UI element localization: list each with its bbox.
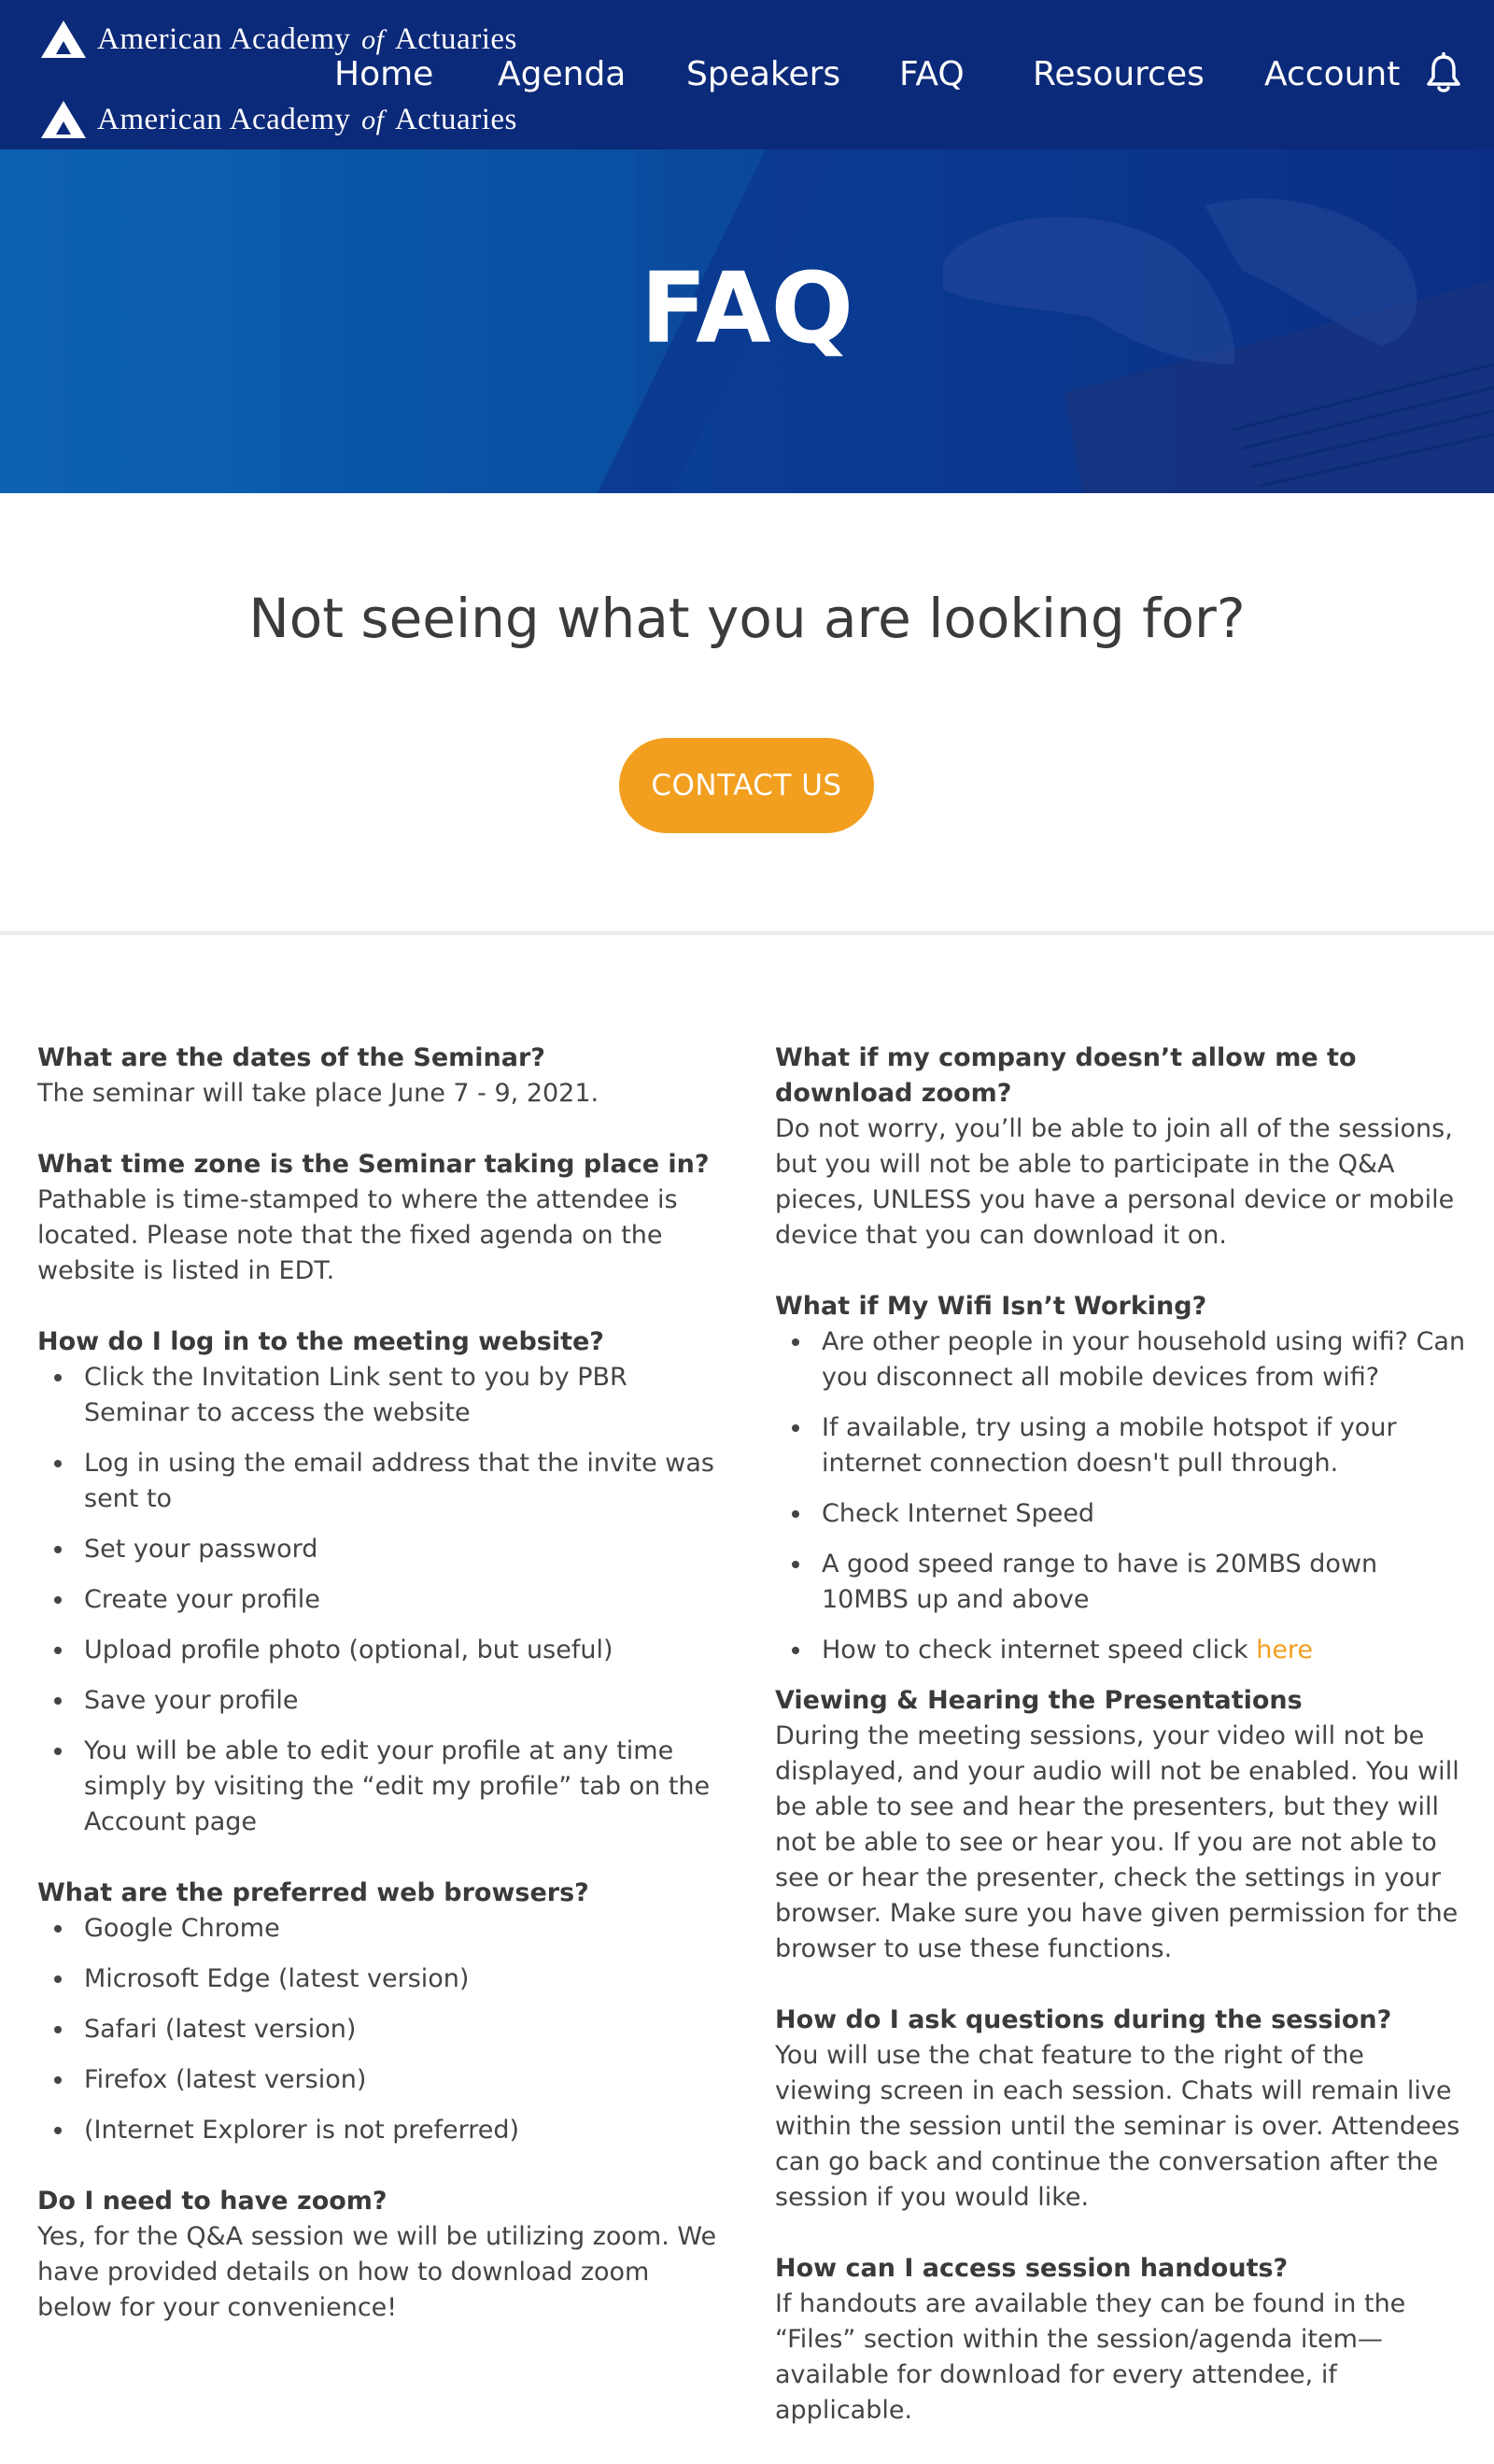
list-item: A good speed range to have is 20MBS down 10MBS up and above xyxy=(822,1547,1466,1618)
logo-word-academy: Academy xyxy=(229,21,351,56)
faq-answer: Yes, for the Q&A session we will be utilizing zoom. We have provided details on how to download zoom below for your convenience! xyxy=(37,2222,717,2322)
academy-triangle-logo-icon xyxy=(39,99,88,140)
list-item: If available, try using a mobile hotspot if your internet connection doesn't pull through. xyxy=(822,1410,1466,1481)
faq-item-time-zone xyxy=(37,1147,719,1289)
nav-faq[interactable]: FAQ xyxy=(899,55,965,93)
logo-word-american: American xyxy=(97,102,223,136)
list-item: Save your profile xyxy=(84,1683,719,1719)
logo-word-actuaries: Actuaries xyxy=(394,21,517,56)
bell-icon xyxy=(1425,52,1462,95)
list-item: Google Chrome xyxy=(84,1911,719,1947)
speed-check-text: How to check internet speed click xyxy=(822,1636,1257,1664)
list-item: Safari (latest version) xyxy=(84,2012,719,2047)
faq-item-dates xyxy=(37,1041,719,1112)
faq-question: How do I ask questions during the session? xyxy=(775,2005,1392,2034)
faq-answer: The seminar will take place June 7 - 9, 2021. xyxy=(37,1079,599,1108)
faq-question: What if My Wifi Isn’t Working? xyxy=(775,1292,1207,1321)
nav-speakers[interactable]: Speakers xyxy=(686,55,841,93)
faq-question: What time zone is the Seminar taking place in? xyxy=(37,1150,710,1179)
faq-question: What are the dates of the Seminar? xyxy=(37,1043,545,1072)
faq-item-wifi xyxy=(775,1289,1466,1668)
hero-banner xyxy=(0,149,1494,493)
faq-item-viewing-hearing xyxy=(775,1683,1466,1967)
speed-check-link[interactable]: here xyxy=(1256,1636,1314,1664)
logo-word-academy: Academy xyxy=(229,102,351,136)
nav-account[interactable]: Account xyxy=(1264,55,1401,93)
faq-question: Viewing & Hearing the Presentations xyxy=(775,1686,1303,1715)
contact-us-button[interactable]: CONTACT US xyxy=(619,738,874,833)
list-item: Are other people in your household using wifi? Can you disconnect all mobile devices from wifi? xyxy=(822,1324,1466,1395)
list-item: Log in using the email address that the invite was sent to xyxy=(84,1446,719,1517)
faq-question: Do I need to have zoom? xyxy=(37,2187,388,2216)
faq-answer: Do not worry, you’ll be able to join all of the sessions, but you will not be able to participate in the Q&A pieces, UNLESS you have a personal device or mobile device that you can download it on. xyxy=(775,1114,1455,1250)
login-steps-list xyxy=(37,1360,719,1840)
logo-word-of: of xyxy=(361,104,385,135)
faq-item-zoom xyxy=(37,2184,719,2326)
logo-word-american: American xyxy=(97,21,223,56)
wifi-tips-list xyxy=(775,1324,1466,1668)
notifications-button[interactable] xyxy=(1425,52,1462,95)
faq-item-login xyxy=(37,1324,719,1840)
list-item: Click the Invitation Link sent to you by PBR Seminar to access the website xyxy=(84,1360,719,1431)
logo-word-of: of xyxy=(361,23,385,55)
academy-triangle-logo-icon xyxy=(39,19,88,60)
faq-column-left xyxy=(37,1041,719,2361)
faq-answer: If handouts are available they can be found in the “Files” section within the session/agenda item—available for download for every attendee, if applicable. xyxy=(775,2289,1406,2425)
list-item: (Internet Explorer is not preferred) xyxy=(84,2113,719,2148)
academy-logo-secondary[interactable] xyxy=(39,99,517,140)
list-item: Create your profile xyxy=(84,1582,719,1618)
faq-question: How can I access session handouts? xyxy=(775,2254,1289,2283)
faq-item-zoom-not-allowed xyxy=(775,1041,1466,1253)
browsers-list xyxy=(37,1911,719,2148)
faq-question: How do I log in to the meeting website? xyxy=(37,1327,604,1356)
list-item: Check Internet Speed xyxy=(822,1496,1466,1532)
list-item: Upload profile photo (optional, but useful) xyxy=(84,1633,719,1668)
list-item: Set your password xyxy=(84,1532,719,1567)
nav-agenda[interactable]: Agenda xyxy=(498,55,627,93)
page-title: FAQ xyxy=(640,251,853,365)
faq-question: What are the preferred web browsers? xyxy=(37,1878,589,1907)
nav-home[interactable]: Home xyxy=(334,55,434,93)
list-item: Microsoft Edge (latest version) xyxy=(84,1961,719,1997)
faq-answer: You will use the chat feature to the right of the viewing screen in each session. Chats will remain live within the session until the seminar is over. Attendees can go back and continue the conversation after the session if you would like. xyxy=(775,2041,1460,2212)
logo-word-actuaries: Actuaries xyxy=(394,102,517,136)
faq-answer: During the meeting sessions, your video will not be displayed, and your audio will not be enabled. You will be able to see and hear the presenters, but they will not be able to see or hear you. If you are not able to see or hear the presenter, check the settings in your browser. Make sure you have given permission for the browser to use these functions. xyxy=(775,1721,1459,1963)
academy-logo-text xyxy=(97,103,517,137)
main-nav xyxy=(334,49,1494,101)
section-divider xyxy=(0,931,1494,935)
faq-question: What if my company doesn’t allow me to download zoom? xyxy=(775,1043,1357,1108)
top-navigation-bar xyxy=(0,0,1494,149)
list-item: Firefox (latest version) xyxy=(84,2062,719,2098)
faq-answer: Pathable is time-stamped to where the attendee is located. Please note that the fixed agenda on the website is listed in EDT. xyxy=(37,1185,678,1285)
help-heading: Not seeing what you are looking for? xyxy=(248,587,1246,650)
list-item: You will be able to edit your profile at any time simply by visiting the “edit my profile” tab on the Account page xyxy=(84,1734,719,1840)
faq-item-browsers xyxy=(37,1876,719,2148)
faq-column-right xyxy=(775,1041,1466,2464)
nav-resources[interactable]: Resources xyxy=(1033,55,1205,93)
list-item xyxy=(822,1633,1466,1668)
faq-item-handouts xyxy=(775,2251,1466,2429)
faq-item-questions xyxy=(775,2003,1466,2216)
